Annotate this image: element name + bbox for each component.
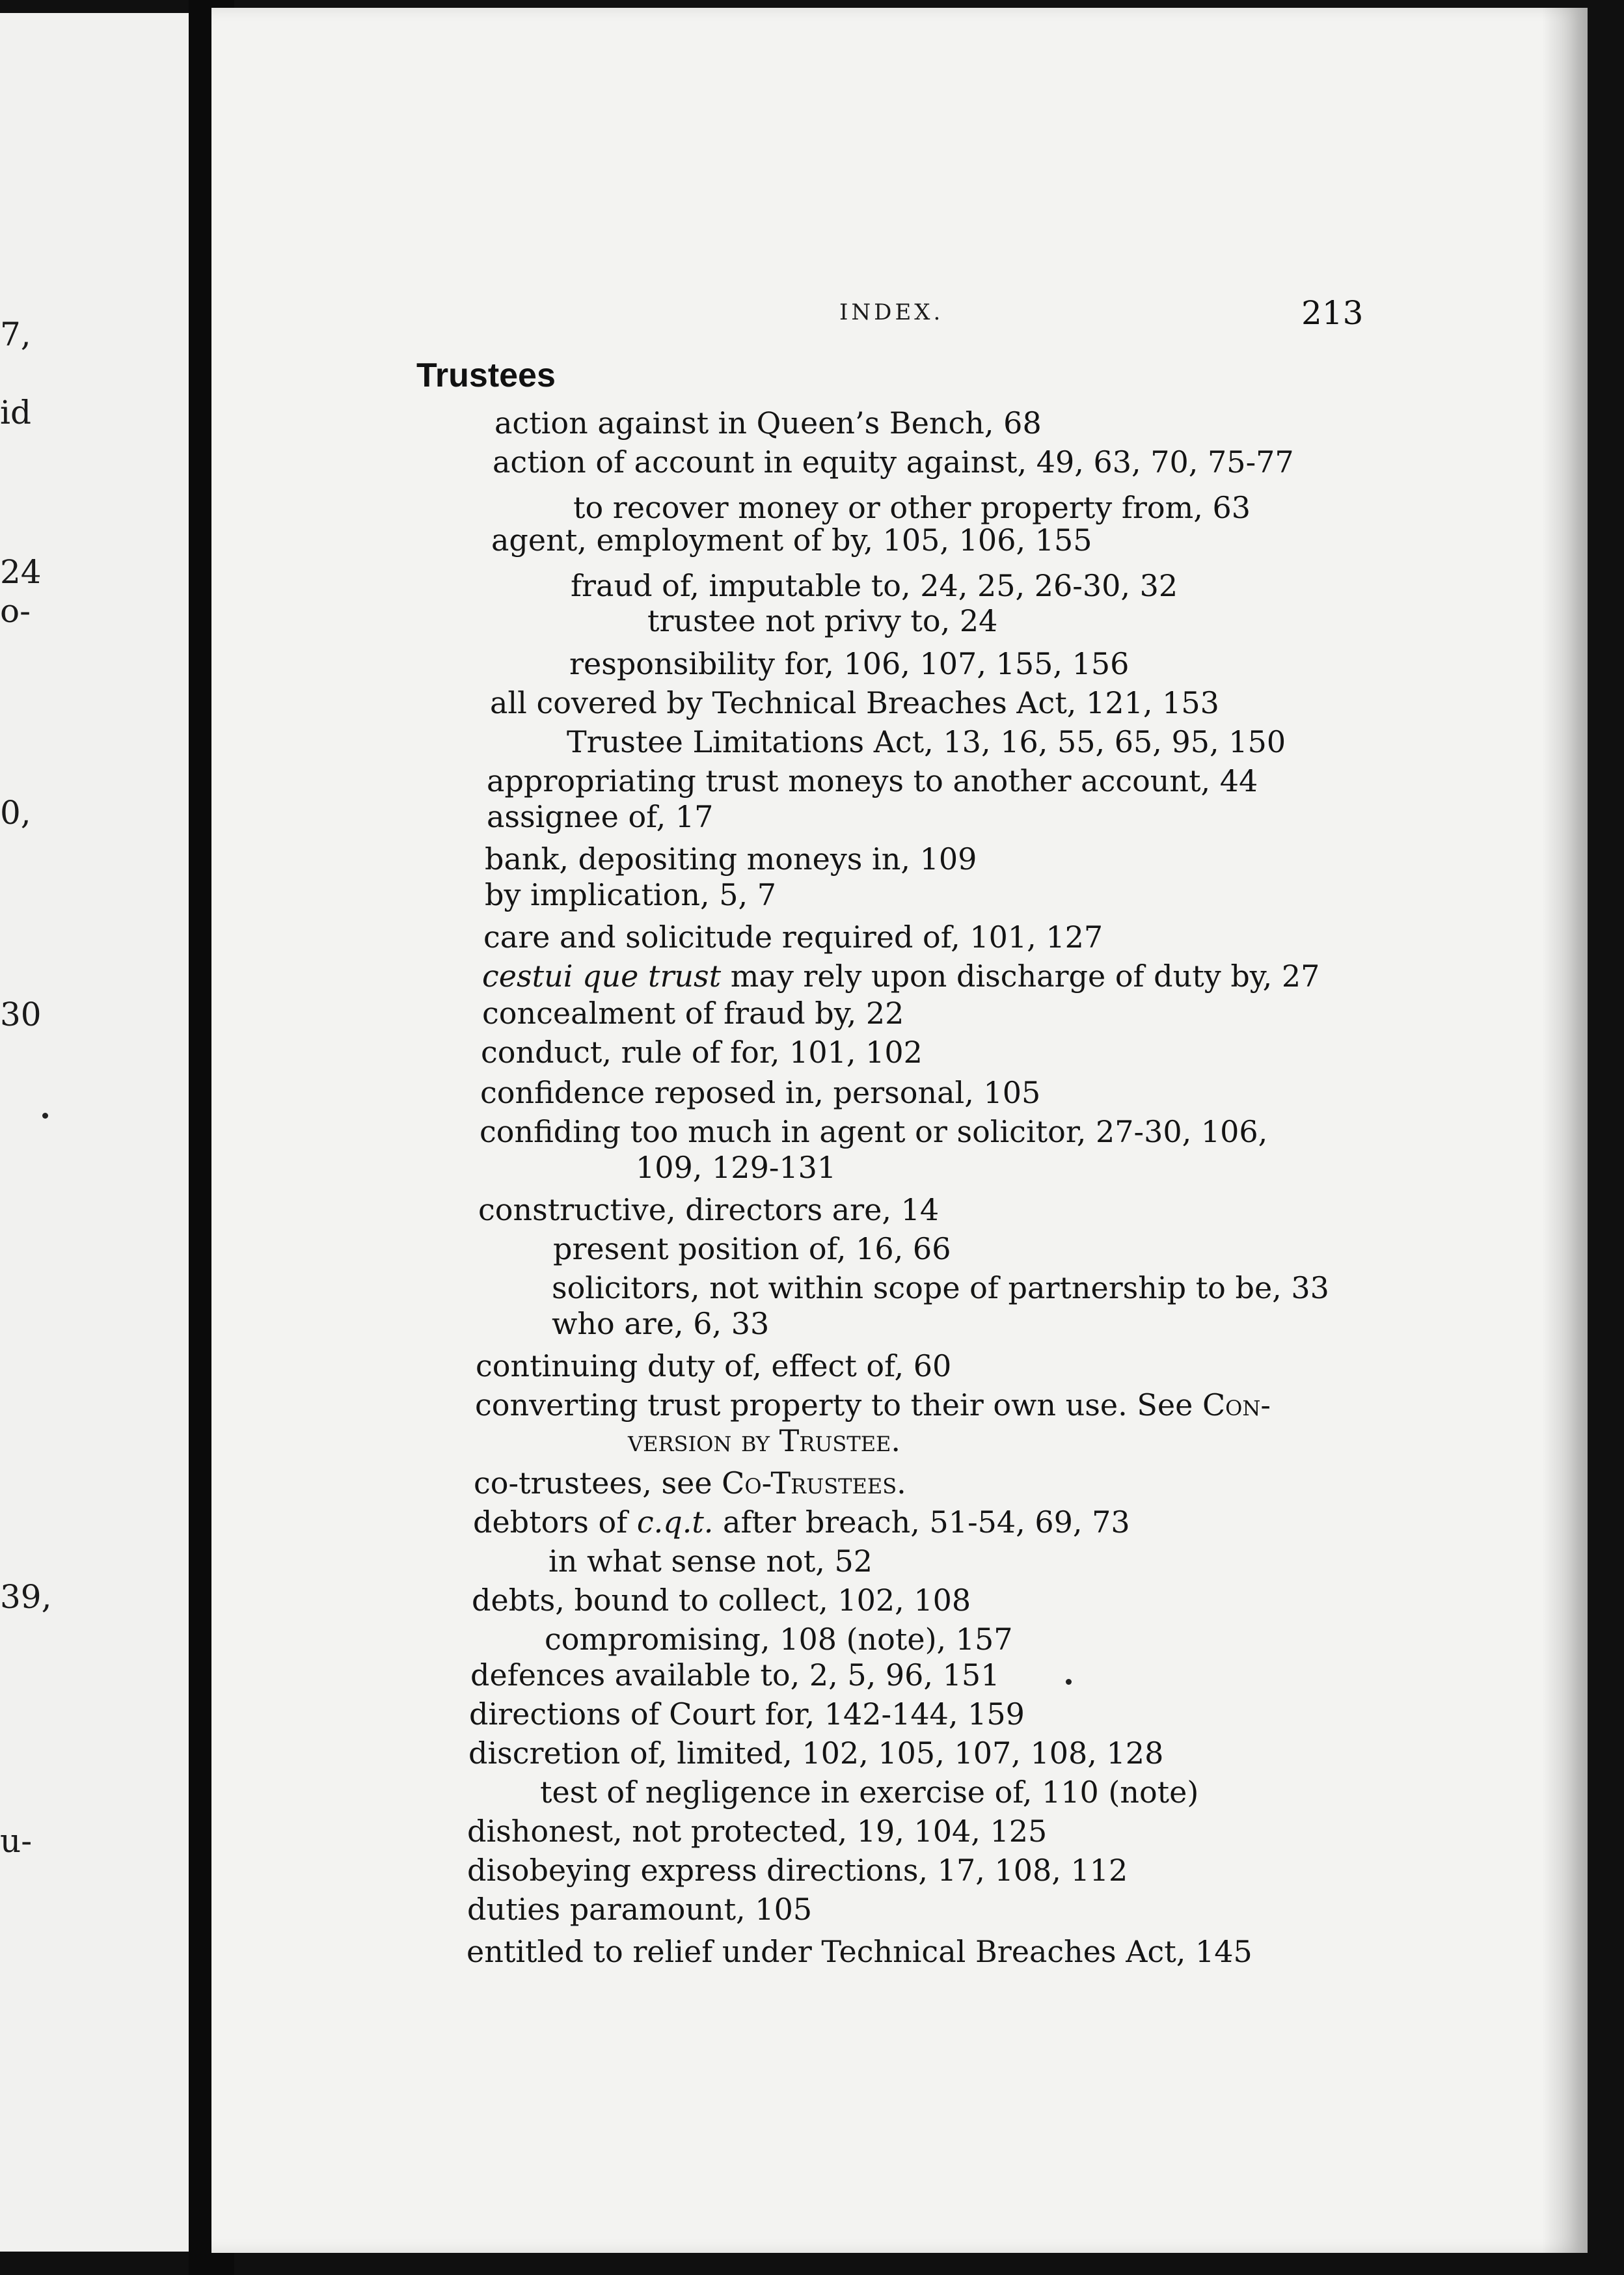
index-entry: entitled to relief under Technical Breaches Act, 145 bbox=[467, 1934, 1252, 1969]
index-entries bbox=[211, 8, 1588, 2253]
index-heading: Trustees bbox=[416, 357, 556, 394]
index-page bbox=[211, 8, 1588, 2253]
index-entry: all covered by Technical Breaches Act, 121, 153 bbox=[490, 685, 1219, 720]
index-entry: appropriating trust moneys to another account, 44 bbox=[487, 763, 1258, 798]
index-entry: debtors of c.q.t. after breach, 51-54, 69, 73 bbox=[473, 1505, 1130, 1540]
index-entry: disobeying express directions, 17, 108, 112 bbox=[467, 1853, 1128, 1888]
index-entry: care and solicitude required of, 101, 127 bbox=[483, 920, 1103, 955]
index-entry: constructive, directors are, 14 bbox=[478, 1192, 940, 1227]
running-head: INDEX. bbox=[839, 299, 944, 325]
index-entry: debts, bound to collect, 102, 108 bbox=[472, 1583, 971, 1618]
ink-speck bbox=[42, 1113, 48, 1119]
left-page-fragment: u- bbox=[0, 1822, 33, 1860]
index-entry: present position of, 16, 66 bbox=[553, 1231, 951, 1266]
index-entry: bank, depositing moneys in, 109 bbox=[485, 841, 977, 877]
index-entry: concealment of fraud by, 22 bbox=[482, 996, 904, 1031]
left-page-fragment: id bbox=[0, 394, 31, 431]
index-entry: duties paramount, 105 bbox=[467, 1892, 813, 1927]
page-number: 213 bbox=[1301, 294, 1364, 332]
index-entry: test of negligence in exercise of, 110 (note) bbox=[540, 1775, 1199, 1810]
left-page-fragment: 0, bbox=[0, 794, 31, 832]
ink-speck bbox=[1066, 1679, 1072, 1685]
index-entry: defences available to, 2, 5, 96, 151 bbox=[470, 1657, 1000, 1693]
index-entry: agent, employment of by, 105, 106, 155 bbox=[491, 523, 1092, 558]
index-entry: conduct, rule of for, 101, 102 bbox=[481, 1035, 923, 1070]
index-entry: by implication, 5, 7 bbox=[485, 877, 776, 912]
index-entry: 109, 129-131 bbox=[636, 1150, 837, 1185]
left-page-fragment: 24 bbox=[0, 553, 42, 591]
left-page-fragment: 39, bbox=[0, 1578, 52, 1616]
left-page-fragment: o- bbox=[0, 592, 31, 630]
index-entry: confiding too much in agent or solicitor, 27-30, 106, bbox=[480, 1114, 1268, 1149]
left-facing-page bbox=[0, 13, 189, 2252]
index-entry: action of account in equity against, 49, 63, 70, 75-77 bbox=[493, 444, 1294, 480]
index-entry: Trustee Limitations Act, 13, 16, 55, 65, 95, 150 bbox=[567, 724, 1286, 759]
index-entry: discretion of, limited, 102, 105, 107, 108, 128 bbox=[468, 1736, 1164, 1771]
index-entry: who are, 6, 33 bbox=[552, 1306, 770, 1341]
index-entry: solicitors, not within scope of partnership to be, 33 bbox=[552, 1270, 1329, 1305]
index-entry: dishonest, not protected, 19, 104, 125 bbox=[467, 1814, 1048, 1849]
index-entry: cestui que trust may rely upon discharge of duty by, 27 bbox=[482, 959, 1320, 994]
index-entry: continuing duty of, effect of, 60 bbox=[476, 1348, 952, 1383]
index-entry: co-trustees, see Co-Trustees. bbox=[474, 1465, 906, 1501]
index-entry: version by Trustee. bbox=[628, 1423, 901, 1458]
index-entry: to recover money or other property from, 63 bbox=[573, 490, 1251, 525]
left-page-fragment: 7, bbox=[0, 316, 31, 353]
index-entry: converting trust property to their own use. See Con- bbox=[475, 1387, 1271, 1423]
index-entry: responsibility for, 106, 107, 155, 156 bbox=[569, 646, 1130, 681]
index-entry: in what sense not, 52 bbox=[548, 1544, 873, 1579]
index-entry: fraud of, imputable to, 24, 25, 26-30, 32 bbox=[571, 568, 1178, 603]
index-entry: compromising, 108 (note), 157 bbox=[545, 1622, 1013, 1657]
index-entry: confidence reposed in, personal, 105 bbox=[480, 1075, 1041, 1110]
index-entry: trustee not privy to, 24 bbox=[647, 603, 998, 638]
left-page-fragment: 30 bbox=[0, 996, 42, 1033]
index-entry: action against in Queen’s Bench, 68 bbox=[494, 405, 1042, 441]
index-entry: assignee of, 17 bbox=[487, 799, 714, 834]
index-entry: directions of Court for, 142-144, 159 bbox=[469, 1696, 1025, 1732]
